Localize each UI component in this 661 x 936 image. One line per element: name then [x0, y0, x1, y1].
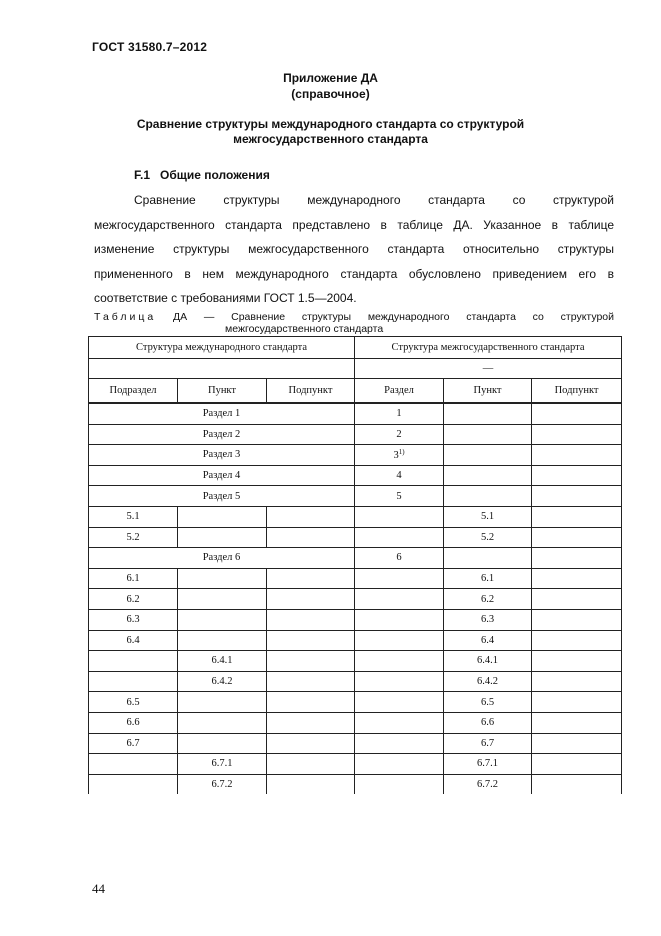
column-header: Пункт	[444, 379, 532, 404]
column-header: Раздел	[355, 379, 444, 404]
empty-cell	[89, 671, 178, 692]
empty-cell	[355, 712, 444, 733]
table-row	[89, 445, 622, 466]
empty-cell	[444, 465, 532, 486]
empty-cell	[355, 651, 444, 672]
table-row	[89, 506, 622, 527]
empty-cell	[532, 774, 622, 794]
empty-cell	[355, 671, 444, 692]
table-row	[89, 651, 622, 672]
empty-cell	[267, 506, 355, 527]
empty-cell	[532, 548, 622, 569]
empty-cell	[532, 527, 622, 548]
empty-cell	[178, 506, 267, 527]
table-cell: 6.4.1	[178, 651, 267, 672]
table-row	[89, 527, 622, 548]
empty-cell	[178, 630, 267, 651]
empty-cell	[355, 527, 444, 548]
table-cell: 6.4.1	[444, 651, 532, 672]
empty-cell	[532, 712, 622, 733]
paragraph-line: соответствие с требованиями ГОСТ 1.5—2004.	[94, 291, 357, 306]
empty-cell	[532, 754, 622, 775]
table-cell: 5.1	[89, 506, 178, 527]
table-cell: 1	[355, 403, 444, 424]
empty-cell	[444, 445, 532, 466]
table-cell: 6	[355, 548, 444, 569]
empty-cell	[267, 609, 355, 630]
table-cell: 6.3	[89, 609, 178, 630]
table-cell: 6.7	[444, 733, 532, 754]
table-cell: 5.2	[89, 527, 178, 548]
empty-cell	[267, 568, 355, 589]
table-row	[89, 548, 622, 569]
razdel-value: 3	[393, 450, 399, 462]
empty-cell	[178, 568, 267, 589]
empty-cell	[444, 424, 532, 445]
table-cell: 6.4	[444, 630, 532, 651]
footnote-mark: 1)	[398, 448, 405, 457]
empty-cell	[532, 486, 622, 507]
table-cell: 2	[355, 424, 444, 445]
empty-cell	[355, 774, 444, 794]
empty-cell	[532, 424, 622, 445]
table-cell: 6.5	[89, 692, 178, 713]
table-cell	[355, 445, 444, 466]
empty-cell	[89, 774, 178, 794]
table-cell: 6.7.1	[178, 754, 267, 775]
empty-cell	[444, 403, 532, 424]
table-cell: 6.6	[89, 712, 178, 733]
table-cell: 6.3	[444, 609, 532, 630]
empty-cell	[532, 589, 622, 610]
table-cell: 5	[355, 486, 444, 507]
empty-cell	[355, 754, 444, 775]
table-row	[89, 589, 622, 610]
table-cell: Раздел 6	[89, 548, 355, 569]
appendix-subtitle: (справочное)	[291, 87, 370, 101]
table-caption	[94, 311, 614, 335]
body-paragraph	[94, 188, 614, 311]
empty-cell	[178, 527, 267, 548]
empty-cell	[444, 548, 532, 569]
empty-cell	[267, 527, 355, 548]
table-row	[89, 403, 622, 424]
empty-cell	[178, 609, 267, 630]
table-row	[89, 692, 622, 713]
empty-cell	[89, 651, 178, 672]
table-group-header-row	[89, 337, 622, 359]
table-cell: Раздел 1	[89, 403, 355, 424]
table-row	[89, 671, 622, 692]
table-column-header-row	[89, 379, 622, 404]
table-cell: 6.7.1	[444, 754, 532, 775]
empty-cell	[532, 506, 622, 527]
table-cell: 5.2	[444, 527, 532, 548]
table-row	[89, 609, 622, 630]
empty-cell	[355, 589, 444, 610]
empty-cell	[532, 403, 622, 424]
empty-cell	[267, 774, 355, 794]
table-caption-line-2: межгосударственного стандарта	[225, 323, 384, 335]
table-row	[89, 733, 622, 754]
empty-cell	[355, 630, 444, 651]
section-title: Общие положения	[160, 168, 270, 182]
empty-cell	[532, 671, 622, 692]
empty-cell	[532, 733, 622, 754]
empty-cell	[267, 651, 355, 672]
table-cell: 6.2	[444, 589, 532, 610]
column-header: Подпункт	[532, 379, 622, 404]
table-cell: 6.5	[444, 692, 532, 713]
table-cell: Раздел 3	[89, 445, 355, 466]
empty-cell	[355, 506, 444, 527]
table-row	[89, 774, 622, 794]
empty-cell	[267, 589, 355, 610]
table-row	[89, 568, 622, 589]
document-code: ГОСТ 31580.7–2012	[92, 40, 208, 54]
table-cell: 6.4	[89, 630, 178, 651]
empty-cell	[355, 733, 444, 754]
empty-cell	[532, 692, 622, 713]
group-header-interstate: Структура межгосударственного стандарта	[355, 337, 622, 359]
table-cell: 6.7.2	[444, 774, 532, 794]
table-row	[89, 754, 622, 775]
empty-cell	[267, 692, 355, 713]
empty-cell	[178, 692, 267, 713]
table-cell: 6.7.2	[178, 774, 267, 794]
interstate-dash-cell: —	[355, 359, 622, 379]
page-number: 44	[92, 881, 105, 896]
table-cell: 4	[355, 465, 444, 486]
appendix-heading-line-2: межгосударственного стандарта	[233, 132, 428, 146]
empty-cell	[355, 692, 444, 713]
empty-cell	[89, 359, 355, 379]
empty-cell	[89, 754, 178, 775]
empty-cell	[267, 671, 355, 692]
appendix-title: Приложение ДА	[283, 71, 378, 85]
section-heading	[134, 168, 270, 182]
column-header: Подраздел	[89, 379, 178, 404]
empty-cell	[267, 754, 355, 775]
appendix-heading-line-1: Сравнение структуры международного стандарта со структурой	[136, 117, 525, 131]
table-cell: 6.4.2	[178, 671, 267, 692]
empty-cell	[532, 651, 622, 672]
empty-cell	[267, 630, 355, 651]
paragraph-line: изменение структуры межгосударственного стандарта относительно структуры	[94, 242, 614, 257]
table-row	[89, 630, 622, 651]
table-cell: 5.1	[444, 506, 532, 527]
table-row	[89, 712, 622, 733]
empty-cell	[355, 609, 444, 630]
table-cell: 6.1	[89, 568, 178, 589]
table-caption-lead: Таблица	[94, 311, 157, 323]
table-cell: Раздел 5	[89, 486, 355, 507]
table-cell: Раздел 4	[89, 465, 355, 486]
paragraph-line: Сравнение структуры международного стандарта со структурой	[134, 193, 614, 207]
empty-cell	[532, 465, 622, 486]
empty-cell	[178, 712, 267, 733]
paragraph-line: примененного в нем международного стандарта обусловлено приведением его в	[94, 266, 614, 281]
table-dash-row	[89, 359, 622, 379]
structure-comparison-table	[88, 336, 622, 794]
table-cell: 6.4.2	[444, 671, 532, 692]
empty-cell	[267, 733, 355, 754]
table-caption-text: ДА — Сравнение структуры международного стандарта со структурой	[172, 311, 615, 323]
table-row	[89, 465, 622, 486]
empty-cell	[532, 568, 622, 589]
empty-cell	[532, 630, 622, 651]
table-cell: Раздел 2	[89, 424, 355, 445]
table-cell: 6.2	[89, 589, 178, 610]
table-cell: 6.7	[89, 733, 178, 754]
table-row	[89, 486, 622, 507]
section-number: F.1	[134, 168, 151, 182]
table-cell: 6.6	[444, 712, 532, 733]
group-header-international: Структура международного стандарта	[89, 337, 355, 359]
empty-cell	[178, 733, 267, 754]
table-cell: 6.1	[444, 568, 532, 589]
table-row	[89, 424, 622, 445]
column-header: Пункт	[178, 379, 267, 404]
column-header: Подпункт	[267, 379, 355, 404]
empty-cell	[532, 445, 622, 466]
empty-cell	[267, 712, 355, 733]
empty-cell	[532, 609, 622, 630]
paragraph-line: межгосударственного стандарта представлено в таблице ДА. Указанное в таблице	[94, 217, 614, 232]
empty-cell	[178, 589, 267, 610]
empty-cell	[444, 486, 532, 507]
empty-cell	[355, 568, 444, 589]
